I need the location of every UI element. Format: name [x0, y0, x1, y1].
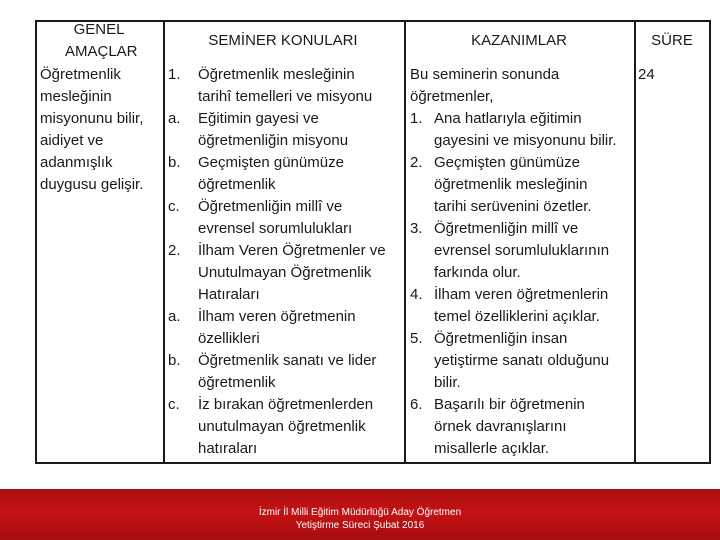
topic-line [168, 284, 386, 306]
outcomes-intro-line: Bu seminerin sonunda [410, 66, 560, 83]
list-item-text: evrensel sorumlulukları [198, 220, 353, 237]
outcome-line [410, 394, 617, 416]
outcome-line [410, 174, 617, 196]
list-item-text: bilir. [434, 374, 461, 391]
topic-line [168, 130, 386, 152]
list-item-text: Öğretmenliğin millî ve [198, 198, 343, 215]
outcome-line [410, 218, 617, 240]
list-item-text: yetiştirme sanatı olduğunu [434, 352, 610, 369]
seminar-topics-list [168, 64, 386, 460]
footer-line-1: İzmir İl Milli Eğitim Müdürlüğü Aday Öğretmen [258, 507, 462, 518]
topic-line [168, 394, 386, 416]
outcome-line [410, 108, 617, 130]
general-goals-text [40, 64, 143, 196]
outcome-line [410, 130, 617, 152]
list-marker: b. [168, 352, 181, 369]
list-marker: 1. [410, 110, 423, 127]
outcome-line [410, 262, 617, 284]
list-marker: 5. [410, 330, 423, 347]
list-marker: b. [168, 154, 181, 171]
topic-line [168, 64, 386, 86]
column-divider [163, 22, 165, 462]
list-item-text: evrensel sorumluluklarının [434, 242, 610, 259]
list-item-text: temel özelliklerini açıklar. [434, 308, 600, 325]
topic-line [168, 416, 386, 438]
topic-line [168, 152, 386, 174]
outcome-line [410, 438, 617, 460]
topic-line [168, 196, 386, 218]
footer-bar [0, 489, 720, 540]
outcome-line [410, 240, 617, 262]
list-item-text: özellikleri [198, 330, 260, 347]
topic-line [168, 262, 386, 284]
general-goal-line: mesleğinin [40, 88, 112, 105]
list-item-text: İlham veren öğretmenlerin [434, 286, 609, 303]
header-outcomes: KAZANIMLAR [471, 32, 567, 49]
list-item-text: öğretmenlik [198, 176, 276, 193]
topic-line [168, 350, 386, 372]
list-item-text: misallerle açıklar. [434, 440, 550, 457]
column-divider [634, 22, 636, 462]
general-goal-line: duygusu gelişir. [40, 176, 144, 193]
outcome-line [410, 416, 617, 438]
list-item-text: örnek davranışlarını [434, 418, 567, 435]
list-item-text: hatıraları [198, 440, 258, 457]
footer-line-2: Yetiştirme Süreci Şubat 2016 [295, 520, 425, 531]
header-seminar-topics: SEMİNER KONULARI [208, 32, 358, 49]
general-goal-line: aidiyet ve [40, 132, 104, 149]
outcome-line [410, 328, 617, 350]
header-duration: SÜRE [651, 32, 693, 49]
outcome-line [410, 372, 617, 394]
list-item-text: İlham Veren Öğretmenler ve [198, 242, 386, 259]
list-item-text: farkında olur. [434, 264, 521, 281]
footer-text [0, 506, 720, 532]
list-item-text: Eğitimin gayesi ve [198, 110, 319, 127]
list-item-text: öğretmenlik mesleğinin [434, 176, 588, 193]
outcome-line [410, 350, 617, 372]
header-general-goals: GENEL AMAÇLAR [65, 21, 138, 60]
duration-value: 24 [638, 66, 655, 83]
outcome-line [410, 306, 617, 328]
topic-line [168, 438, 386, 460]
list-marker: a. [168, 308, 181, 325]
topic-line [168, 86, 386, 108]
topic-line [168, 240, 386, 262]
outcomes-list [410, 108, 617, 460]
list-item-text: Ana hatlarıyla eğitimin [434, 110, 582, 127]
list-marker: 4. [410, 286, 423, 303]
topic-line [168, 328, 386, 350]
list-item-text: öğretmenliğin misyonu [198, 132, 349, 149]
topic-line [168, 306, 386, 328]
list-marker: c. [168, 396, 180, 413]
column-divider [404, 22, 406, 462]
list-item-text: tarihi serüvenini özetler. [434, 198, 592, 215]
list-marker: a. [168, 110, 181, 127]
general-goal-line: misyonunu bilir, [40, 110, 144, 127]
list-item-text: gayesini ve misyonunu bilir. [434, 132, 617, 149]
general-goal-line: Öğretmenlik [40, 66, 121, 83]
list-marker: 6. [410, 396, 423, 413]
list-marker: 1. [168, 66, 181, 83]
outcome-line [410, 196, 617, 218]
topic-line [168, 108, 386, 130]
list-marker: c. [168, 198, 180, 215]
list-item-text: Öğretmenliğin millî ve [434, 220, 579, 237]
list-item-text: Geçmişten günümüze [198, 154, 344, 171]
list-item-text: tarihî temelleri ve misyonu [198, 88, 373, 105]
outcomes-intro [410, 64, 559, 108]
outcome-line [410, 284, 617, 306]
topic-line [168, 218, 386, 240]
topic-line [168, 372, 386, 394]
list-item-text: Öğretmenlik sanatı ve lider [198, 352, 377, 369]
general-goal-line: adanmışlık [40, 154, 113, 171]
list-item-text: Başarılı bir öğretmenin [434, 396, 585, 413]
list-marker: 2. [410, 154, 423, 171]
list-item-text: Hatıraları [198, 286, 260, 303]
list-item-text: İz bırakan öğretmenlerden [198, 396, 374, 413]
list-item-text: Geçmişten günümüze [434, 154, 580, 171]
outcomes-intro-line: öğretmenler, [410, 88, 494, 105]
outcome-line [410, 152, 617, 174]
list-item-text: Öğretmenlik mesleğinin [198, 66, 355, 83]
list-item-text: Unutulmayan Öğretmenlik [198, 264, 372, 281]
topic-line [168, 174, 386, 196]
list-item-text: unutulmayan öğretmenlik [198, 418, 366, 435]
list-marker: 3. [410, 220, 423, 237]
list-marker: 2. [168, 242, 181, 259]
list-item-text: Öğretmenliğin insan [434, 330, 568, 347]
list-item-text: İlham veren öğretmenin [198, 308, 356, 325]
list-item-text: öğretmenlik [198, 374, 276, 391]
